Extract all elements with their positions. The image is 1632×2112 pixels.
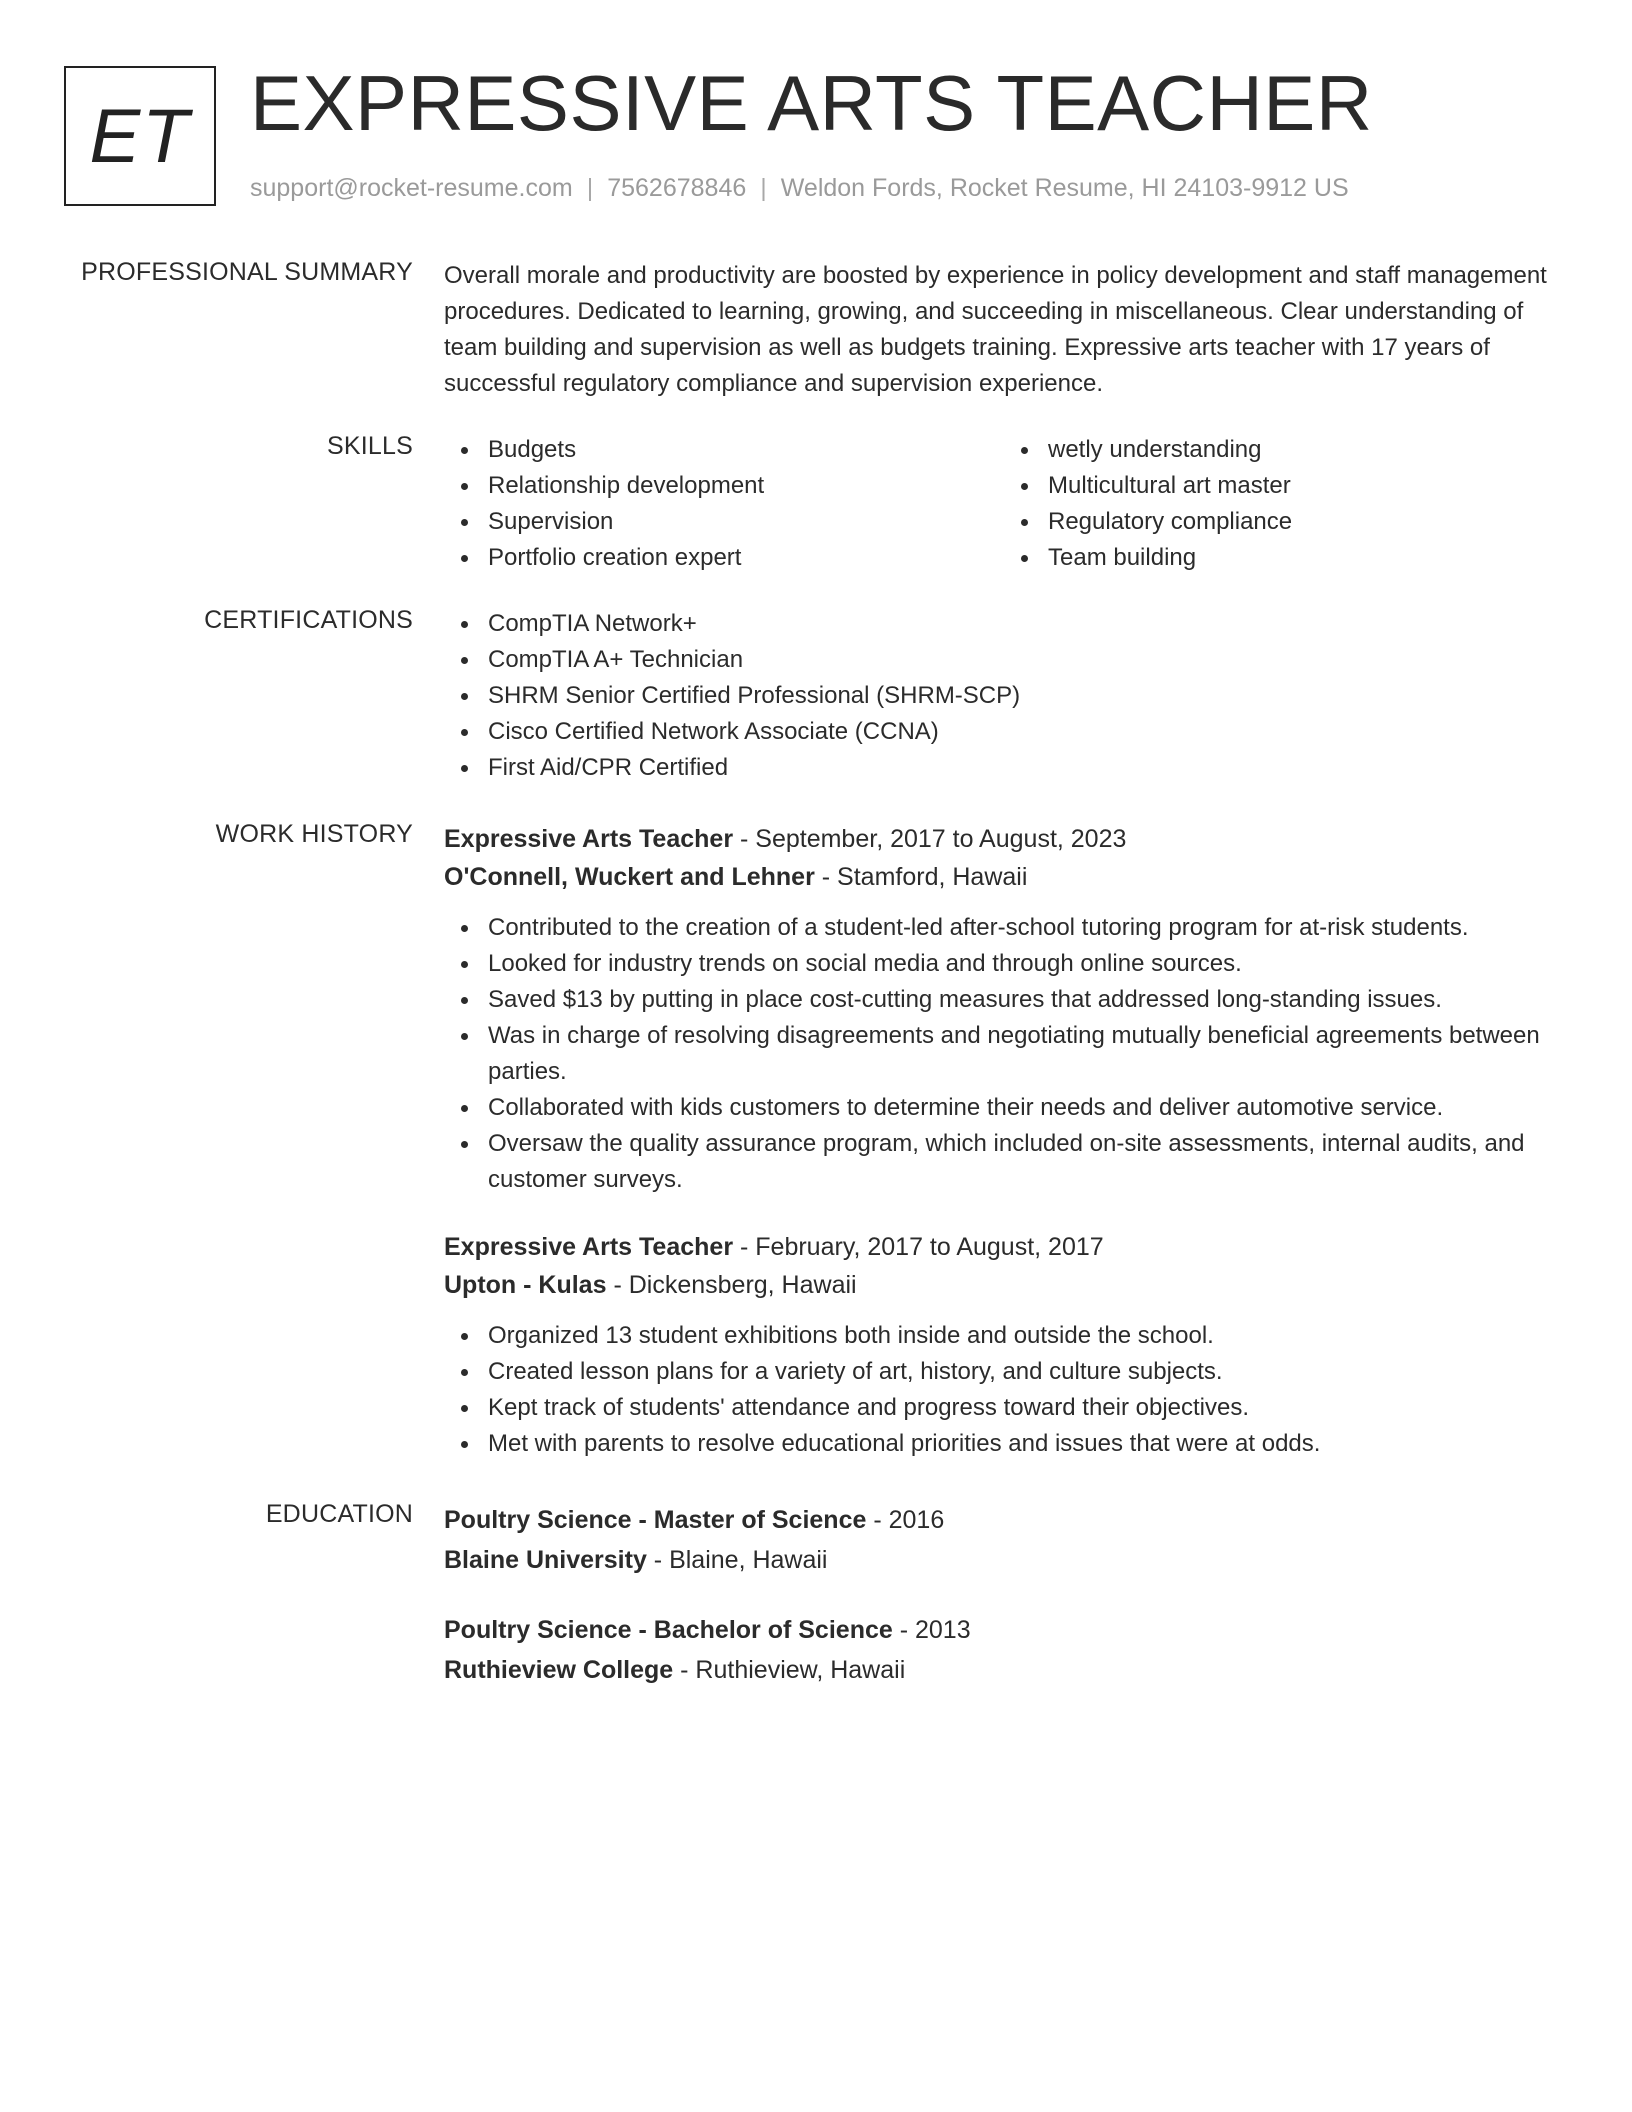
education-degree-line <box>444 1610 1564 1650</box>
section-heading-work-history: WORK HISTORY <box>215 820 413 848</box>
education-entry <box>444 1500 1564 1580</box>
job-title: Expressive Arts Teacher <box>444 825 734 853</box>
job-company: Upton - Kulas <box>444 1271 607 1299</box>
job-title-line <box>444 1228 1564 1266</box>
contact-address: Weldon Fords, Rocket Resume, HI 24103-9912 US <box>780 174 1349 202</box>
monogram-logo: ET <box>64 66 216 206</box>
job-company-line <box>444 858 1564 896</box>
section-heading-skills: SKILLS <box>327 432 413 460</box>
job-bullet: Was in charge of resolving disagreements and negotiating mutually beneficial agreements between parties. <box>488 1018 1564 1090</box>
job-title-line <box>444 820 1564 858</box>
education-degree: Poultry Science - Master of Science <box>444 1506 867 1534</box>
job-bullet: Met with parents to resolve educational priorities and issues that were at odds. <box>488 1426 1564 1462</box>
contact-separator: | <box>760 174 767 202</box>
contact-phone[interactable]: 7562678846 <box>607 174 747 202</box>
job-dates: - September, 2017 to August, 2023 <box>733 825 1127 853</box>
job-company: O'Connell, Wuckert and Lehner <box>444 863 815 891</box>
education-year: - 2013 <box>892 1616 971 1644</box>
job-dates: - February, 2017 to August, 2017 <box>733 1233 1104 1261</box>
contact-separator: | <box>586 174 594 202</box>
certifications-list <box>444 606 1564 786</box>
job-bullet: Saved $13 by putting in place cost-cutting measures that addressed long-standing issues. <box>488 982 1564 1018</box>
skill-item: Supervision <box>488 504 1004 540</box>
job-location: - Stamford, Hawaii <box>814 863 1028 891</box>
job-responsibilities <box>444 910 1564 1198</box>
resume-header <box>64 59 1568 208</box>
education-school-line <box>444 1650 1564 1690</box>
job-bullet: Contributed to the creation of a student-led after-school tutoring program for at-risk students. <box>488 910 1564 946</box>
skill-item: Regulatory compliance <box>1048 504 1564 540</box>
job-entry <box>444 820 1564 1198</box>
skill-item: Multicultural art master <box>1048 468 1564 504</box>
skill-item: wetly understanding <box>1048 432 1564 468</box>
work-history-body <box>444 820 1564 1462</box>
education-location: - Ruthieview, Hawaii <box>673 1656 906 1684</box>
section-heading-education: EDUCATION <box>265 1500 413 1528</box>
certification-item: CompTIA A+ Technician <box>488 642 1564 678</box>
section-heading-certifications: CERTIFICATIONS <box>204 606 413 634</box>
job-responsibilities <box>444 1318 1564 1462</box>
education-location: - Blaine, Hawaii <box>646 1546 828 1574</box>
certification-item: CompTIA Network+ <box>488 606 1564 642</box>
job-bullet: Collaborated with kids customers to determine their needs and deliver automotive service. <box>488 1090 1564 1126</box>
education-school-line <box>444 1540 1564 1580</box>
education-degree-line <box>444 1500 1564 1540</box>
job-bullet: Organized 13 student exhibitions both inside and outside the school. <box>488 1318 1564 1354</box>
education-year: - 2016 <box>866 1506 945 1534</box>
skills-column-2 <box>1004 432 1564 576</box>
skill-item: Relationship development <box>488 468 1004 504</box>
certification-item: First Aid/CPR Certified <box>488 750 1564 786</box>
job-bullet: Created lesson plans for a variety of art, history, and culture subjects. <box>488 1354 1564 1390</box>
education-degree: Poultry Science - Bachelor of Science <box>444 1616 893 1644</box>
skill-item: Budgets <box>488 432 1004 468</box>
skills-column-1 <box>444 432 1004 576</box>
job-location: - Dickensberg, Hawaii <box>606 1271 857 1299</box>
skills-list <box>444 432 1564 576</box>
job-bullet: Oversaw the quality assurance program, which included on-site assessments, internal audits, and customer surveys. <box>488 1126 1564 1198</box>
page-title: EXPRESSIVE ARTS TEACHER <box>250 59 1373 147</box>
section-heading-summary: PROFESSIONAL SUMMARY <box>81 258 413 286</box>
education-body <box>444 1500 1564 1690</box>
job-bullet: Kept track of students' attendance and progress toward their objectives. <box>488 1390 1564 1426</box>
education-school: Ruthieview College <box>444 1656 674 1684</box>
job-bullet: Looked for industry trends on social media and through online sources. <box>488 946 1564 982</box>
job-title: Expressive Arts Teacher <box>444 1233 734 1261</box>
skill-item: Team building <box>1048 540 1564 576</box>
contact-email[interactable]: support@rocket-resume.com <box>250 174 573 202</box>
job-entry <box>444 1228 1564 1462</box>
contact-line <box>250 174 1349 203</box>
certification-item: SHRM Senior Certified Professional (SHRM-SCP) <box>488 678 1564 714</box>
education-entry <box>444 1610 1564 1690</box>
certification-item: Cisco Certified Network Associate (CCNA) <box>488 714 1564 750</box>
job-company-line <box>444 1266 1564 1304</box>
summary-text: Overall morale and productivity are boosted by experience in policy development and staff management procedures. Dedicated to learning, growing, and succeeding in miscellaneous. Clear understanding of team building and supervision as well as budgets training. Expressive arts teacher with 17 years of successful regulatory compliance and supervision experience. <box>444 262 1547 397</box>
skill-item: Portfolio creation expert <box>488 540 1004 576</box>
education-school: Blaine University <box>444 1546 647 1574</box>
